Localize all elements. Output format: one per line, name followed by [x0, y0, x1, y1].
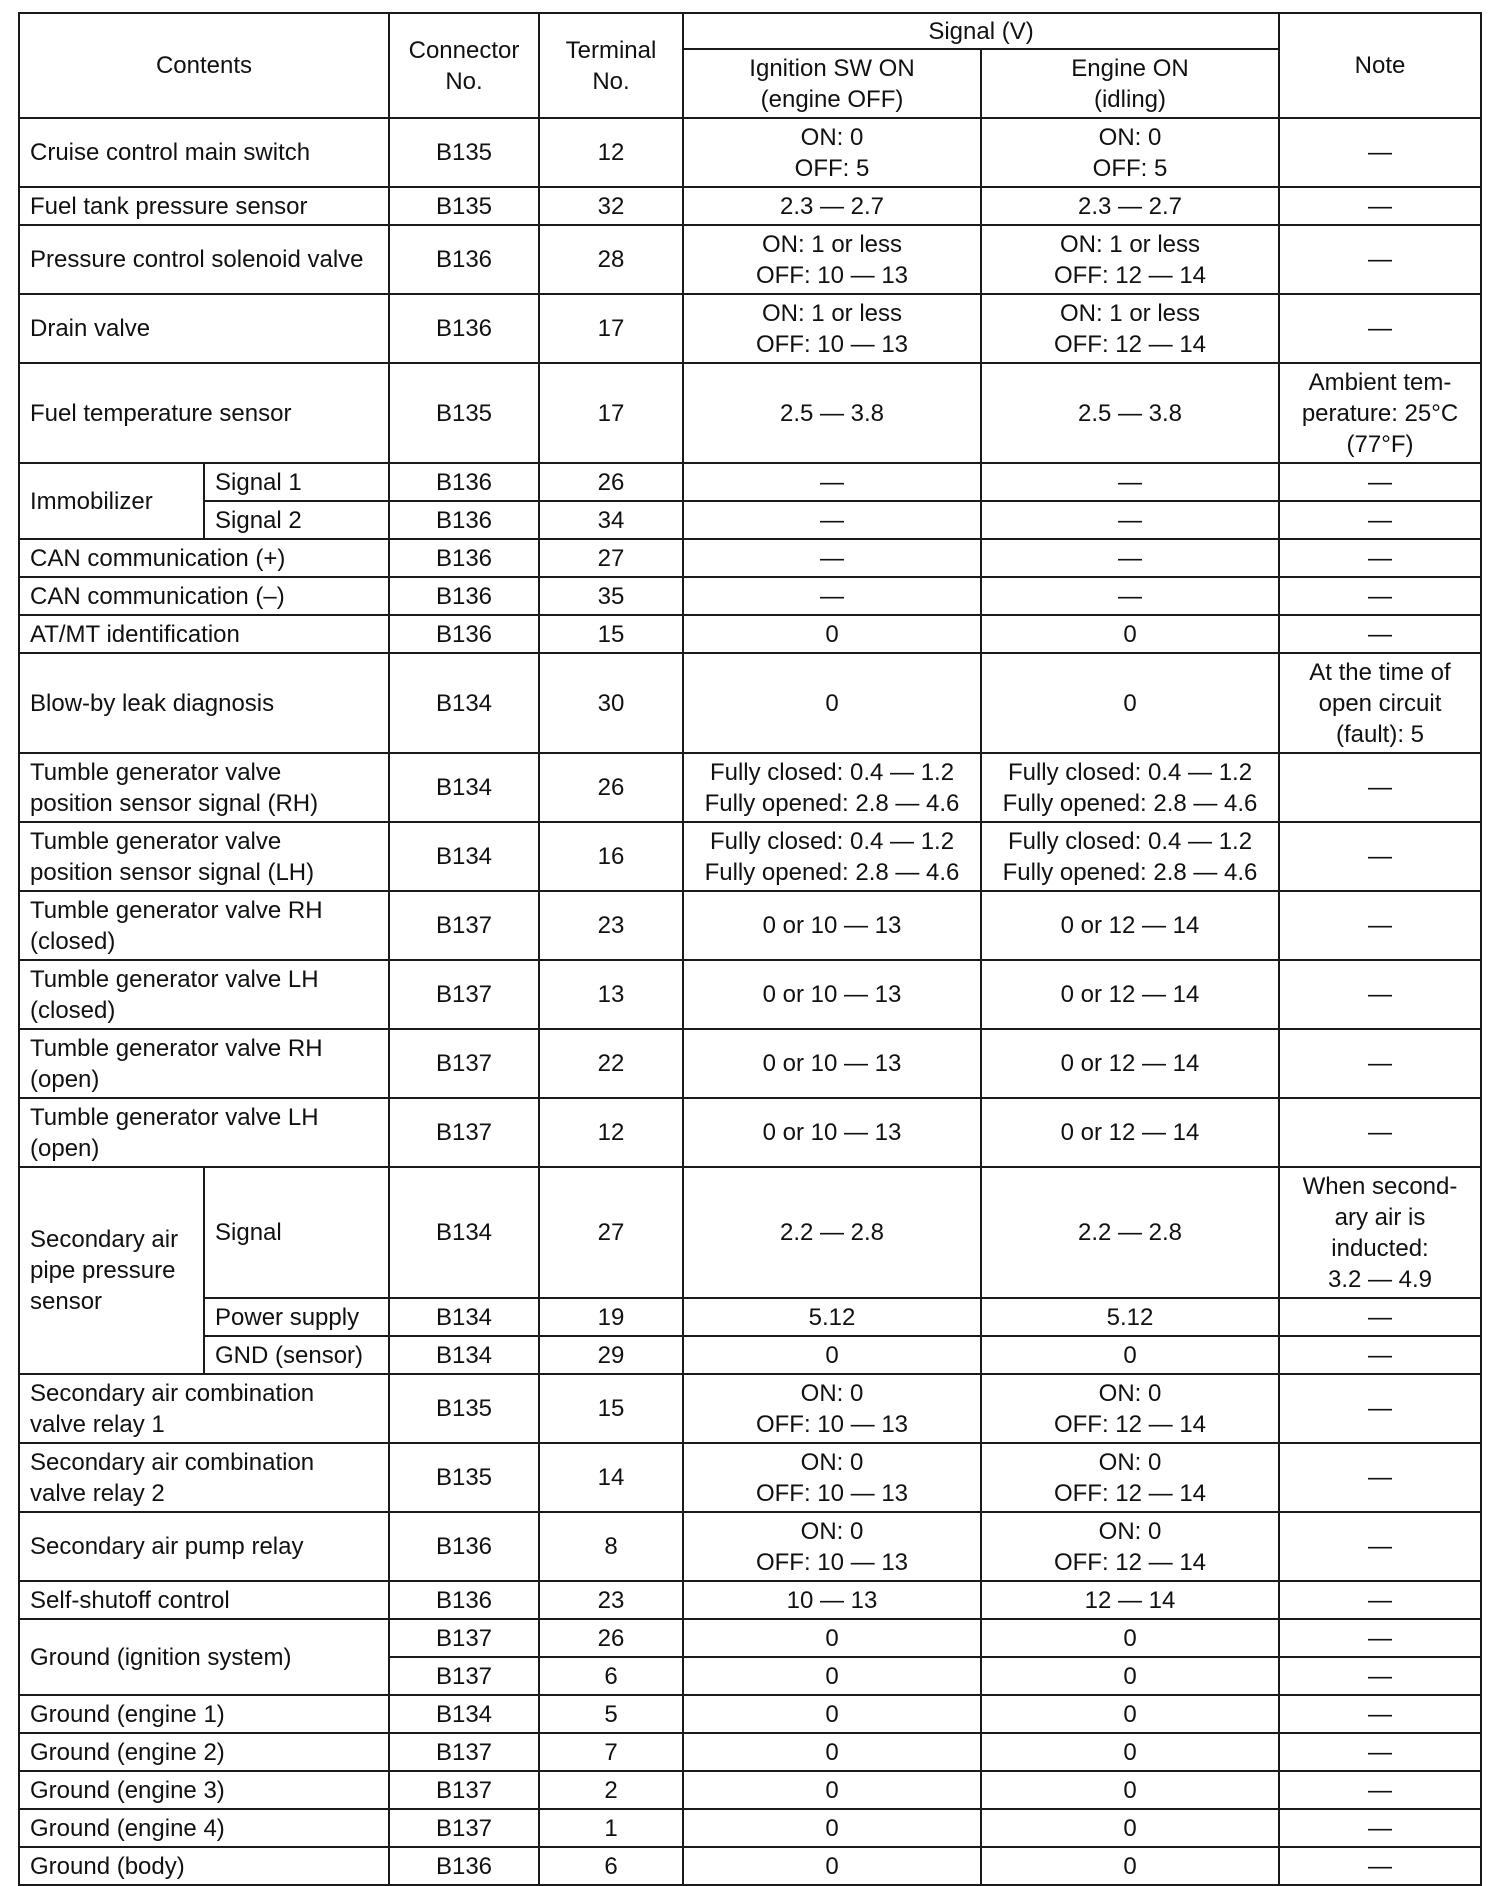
terminal-cell: 6	[539, 1657, 683, 1695]
group-label-immobilizer: Immobilizer	[19, 463, 204, 539]
ignition-signal-cell: ON: 1 or less OFF: 10 — 13	[683, 294, 981, 363]
row-label: Ground (engine 2)	[19, 1733, 389, 1771]
connector-cell: B136	[389, 501, 539, 539]
table-row	[19, 1374, 1481, 1443]
ignition-signal-cell: 0	[683, 653, 981, 753]
connector-cell: B137	[389, 960, 539, 1029]
note-cell: —	[1279, 118, 1481, 187]
terminal-cell: 23	[539, 1581, 683, 1619]
terminal-cell: 28	[539, 225, 683, 294]
connector-cell: B136	[389, 1581, 539, 1619]
terminal-cell: 12	[539, 118, 683, 187]
engine-signal-cell: 0	[981, 1809, 1279, 1847]
note-cell: —	[1279, 1029, 1481, 1098]
table-row	[19, 1695, 1481, 1733]
connector-cell: B134	[389, 653, 539, 753]
table-row	[19, 1336, 1481, 1374]
terminal-cell: 19	[539, 1298, 683, 1336]
connector-cell: B136	[389, 1847, 539, 1885]
note-cell: —	[1279, 822, 1481, 891]
connector-cell: B134	[389, 1695, 539, 1733]
row-label: Tumble generator valve RH (closed)	[19, 891, 389, 960]
terminal-cell: 22	[539, 1029, 683, 1098]
terminal-cell: 15	[539, 1374, 683, 1443]
row-label: Fuel temperature sensor	[19, 363, 389, 463]
row-label: Tumble generator valve LH (closed)	[19, 960, 389, 1029]
note-cell: At the time of open circuit (fault): 5	[1279, 653, 1481, 753]
ignition-signal-cell: ON: 0 OFF: 10 — 13	[683, 1512, 981, 1581]
engine-signal-cell: 0	[981, 1336, 1279, 1374]
note-cell: Ambient tem- perature: 25°C (77°F)	[1279, 363, 1481, 463]
terminal-cell: 23	[539, 891, 683, 960]
ignition-signal-cell: ON: 0 OFF: 10 — 13	[683, 1443, 981, 1512]
row-label: Fuel tank pressure sensor	[19, 187, 389, 225]
connector-cell: B137	[389, 1619, 539, 1657]
engine-signal-cell: Fully closed: 0.4 — 1.2 Fully opened: 2.8 — 4.6	[981, 822, 1279, 891]
connector-cell: B136	[389, 577, 539, 615]
terminal-cell: 1	[539, 1809, 683, 1847]
engine-signal-cell: 0	[981, 1733, 1279, 1771]
ecm-terminal-signal-table	[18, 12, 1482, 1886]
connector-cell: B134	[389, 1336, 539, 1374]
terminal-cell: 17	[539, 294, 683, 363]
ignition-signal-cell: Fully closed: 0.4 — 1.2 Fully opened: 2.8 — 4.6	[683, 753, 981, 822]
row-label: Ground (body)	[19, 1847, 389, 1885]
row-label: Pressure control solenoid valve	[19, 225, 389, 294]
terminal-cell: 26	[539, 463, 683, 501]
ignition-signal-cell: 2.3 — 2.7	[683, 187, 981, 225]
ignition-signal-cell: 0	[683, 1809, 981, 1847]
connector-cell: B136	[389, 615, 539, 653]
row-label: Ground (ignition system)	[19, 1619, 389, 1695]
table-row	[19, 891, 1481, 960]
ignition-signal-cell: 0	[683, 1771, 981, 1809]
terminal-cell: 29	[539, 1336, 683, 1374]
terminal-cell: 5	[539, 1695, 683, 1733]
table-row	[19, 1809, 1481, 1847]
note-cell: —	[1279, 463, 1481, 501]
table-row	[19, 1298, 1481, 1336]
ignition-signal-cell: 2.2 — 2.8	[683, 1167, 981, 1298]
row-label: Drain valve	[19, 294, 389, 363]
engine-signal-cell: ON: 0 OFF: 12 — 14	[981, 1374, 1279, 1443]
header-note: Note	[1279, 13, 1481, 118]
row-label: Self-shutoff control	[19, 1581, 389, 1619]
connector-cell: B134	[389, 1298, 539, 1336]
ignition-signal-cell: —	[683, 577, 981, 615]
row-label: Ground (engine 1)	[19, 1695, 389, 1733]
ignition-signal-cell: 0	[683, 1619, 981, 1657]
ignition-signal-cell: 0	[683, 1695, 981, 1733]
ignition-signal-cell: ON: 0 OFF: 10 — 13	[683, 1374, 981, 1443]
table-row	[19, 1619, 1481, 1657]
terminal-cell: 13	[539, 960, 683, 1029]
engine-signal-cell: 0 or 12 — 14	[981, 891, 1279, 960]
engine-signal-cell: 0	[981, 615, 1279, 653]
terminal-cell: 15	[539, 615, 683, 653]
terminal-cell: 35	[539, 577, 683, 615]
engine-signal-cell: 0	[981, 653, 1279, 753]
connector-cell: B136	[389, 539, 539, 577]
table-row	[19, 463, 1481, 501]
terminal-cell: 12	[539, 1098, 683, 1167]
sub-label: Power supply	[204, 1298, 389, 1336]
ignition-signal-cell: 0	[683, 615, 981, 653]
connector-cell: B136	[389, 463, 539, 501]
engine-signal-cell: 0	[981, 1619, 1279, 1657]
sub-label: Signal 1	[204, 463, 389, 501]
note-cell: —	[1279, 1336, 1481, 1374]
ignition-signal-cell: 0 or 10 — 13	[683, 1098, 981, 1167]
row-label: Secondary air combination valve relay 2	[19, 1443, 389, 1512]
connector-cell: B136	[389, 1512, 539, 1581]
note-cell: —	[1279, 1695, 1481, 1733]
terminal-cell: 32	[539, 187, 683, 225]
connector-cell: B137	[389, 891, 539, 960]
group-label-secondary-air-pipe-pressure-sensor: Secondary air pipe pressure sensor	[19, 1167, 204, 1374]
row-label: CAN communication (–)	[19, 577, 389, 615]
ignition-signal-cell: 0 or 10 — 13	[683, 960, 981, 1029]
engine-signal-cell: 2.2 — 2.8	[981, 1167, 1279, 1298]
engine-signal-cell: 5.12	[981, 1298, 1279, 1336]
table-row	[19, 753, 1481, 822]
engine-signal-cell: 0 or 12 — 14	[981, 1098, 1279, 1167]
table-row	[19, 501, 1481, 539]
row-label: Tumble generator valve position sensor signal (RH)	[19, 753, 389, 822]
engine-signal-cell: —	[981, 539, 1279, 577]
ignition-signal-cell: 0	[683, 1336, 981, 1374]
note-cell: —	[1279, 1657, 1481, 1695]
note-cell: —	[1279, 1443, 1481, 1512]
table-row	[19, 615, 1481, 653]
note-cell: —	[1279, 1619, 1481, 1657]
table-row	[19, 1512, 1481, 1581]
engine-signal-cell: —	[981, 501, 1279, 539]
connector-cell: B137	[389, 1809, 539, 1847]
terminal-cell: 16	[539, 822, 683, 891]
table-row	[19, 1847, 1481, 1885]
ignition-signal-cell: 5.12	[683, 1298, 981, 1336]
ignition-signal-cell: 10 — 13	[683, 1581, 981, 1619]
header-engine-on: Engine ON (idling)	[981, 49, 1279, 118]
connector-cell: B134	[389, 753, 539, 822]
engine-signal-cell: 0 or 12 — 14	[981, 960, 1279, 1029]
header-connector-no: Connector No.	[389, 13, 539, 118]
row-label: Ground (engine 4)	[19, 1809, 389, 1847]
engine-signal-cell: —	[981, 463, 1279, 501]
note-cell: —	[1279, 501, 1481, 539]
ignition-signal-cell: ON: 0 OFF: 5	[683, 118, 981, 187]
terminal-cell: 17	[539, 363, 683, 463]
row-label: Blow-by leak diagnosis	[19, 653, 389, 753]
row-label: Secondary air combination valve relay 1	[19, 1374, 389, 1443]
ignition-signal-cell: 2.5 — 3.8	[683, 363, 981, 463]
terminal-cell: 30	[539, 653, 683, 753]
note-cell: —	[1279, 1771, 1481, 1809]
engine-signal-cell: 0	[981, 1771, 1279, 1809]
header-signal: Signal (V)	[683, 13, 1279, 49]
row-label: Cruise control main switch	[19, 118, 389, 187]
note-cell: —	[1279, 1809, 1481, 1847]
header-ignition-sw-on: Ignition SW ON (engine OFF)	[683, 49, 981, 118]
note-cell: —	[1279, 577, 1481, 615]
table-row	[19, 118, 1481, 187]
terminal-cell: 34	[539, 501, 683, 539]
row-label: Tumble generator valve LH (open)	[19, 1098, 389, 1167]
engine-signal-cell: ON: 0 OFF: 5	[981, 118, 1279, 187]
terminal-cell: 2	[539, 1771, 683, 1809]
note-cell: —	[1279, 753, 1481, 822]
table-row	[19, 187, 1481, 225]
terminal-cell: 7	[539, 1733, 683, 1771]
table-row	[19, 1733, 1481, 1771]
table-row	[19, 1098, 1481, 1167]
note-cell: —	[1279, 615, 1481, 653]
connector-cell: B134	[389, 822, 539, 891]
table-row	[19, 1443, 1481, 1512]
note-cell: —	[1279, 1512, 1481, 1581]
connector-cell: B137	[389, 1771, 539, 1809]
connector-cell: B136	[389, 294, 539, 363]
sub-label: GND (sensor)	[204, 1336, 389, 1374]
table-row	[19, 294, 1481, 363]
engine-signal-cell: ON: 1 or less OFF: 12 — 14	[981, 294, 1279, 363]
note-cell: When second- ary air is inducted: 3.2 — 4.9	[1279, 1167, 1481, 1298]
engine-signal-cell: 0	[981, 1657, 1279, 1695]
note-cell: —	[1279, 187, 1481, 225]
engine-signal-cell: —	[981, 577, 1279, 615]
terminal-cell: 26	[539, 1619, 683, 1657]
connector-cell: B137	[389, 1029, 539, 1098]
connector-cell: B136	[389, 225, 539, 294]
note-cell: —	[1279, 1733, 1481, 1771]
engine-signal-cell: 12 — 14	[981, 1581, 1279, 1619]
note-cell: —	[1279, 1374, 1481, 1443]
engine-signal-cell: 0	[981, 1847, 1279, 1885]
note-cell: —	[1279, 1298, 1481, 1336]
row-label: Ground (engine 3)	[19, 1771, 389, 1809]
ignition-signal-cell: Fully closed: 0.4 — 1.2 Fully opened: 2.8 — 4.6	[683, 822, 981, 891]
header-contents: Contents	[19, 13, 389, 118]
note-cell: —	[1279, 1847, 1481, 1885]
connector-cell: B137	[389, 1098, 539, 1167]
ignition-signal-cell: 0	[683, 1733, 981, 1771]
note-cell: —	[1279, 225, 1481, 294]
connector-cell: B134	[389, 1167, 539, 1298]
table-row	[19, 960, 1481, 1029]
row-label: AT/MT identification	[19, 615, 389, 653]
note-cell: —	[1279, 891, 1481, 960]
row-label: Tumble generator valve position sensor signal (LH)	[19, 822, 389, 891]
engine-signal-cell: ON: 1 or less OFF: 12 — 14	[981, 225, 1279, 294]
table-row	[19, 1029, 1481, 1098]
table-row	[19, 1771, 1481, 1809]
terminal-cell: 26	[539, 753, 683, 822]
connector-cell: B135	[389, 1374, 539, 1443]
table-row	[19, 1581, 1481, 1619]
connector-cell: B137	[389, 1733, 539, 1771]
engine-signal-cell: ON: 0 OFF: 12 — 14	[981, 1443, 1279, 1512]
engine-signal-cell: 0	[981, 1695, 1279, 1733]
note-cell: —	[1279, 1581, 1481, 1619]
ignition-signal-cell: ON: 1 or less OFF: 10 — 13	[683, 225, 981, 294]
table-row	[19, 653, 1481, 753]
terminal-cell: 27	[539, 539, 683, 577]
table-row	[19, 539, 1481, 577]
terminal-cell: 8	[539, 1512, 683, 1581]
engine-signal-cell: Fully closed: 0.4 — 1.2 Fully opened: 2.8 — 4.6	[981, 753, 1279, 822]
engine-signal-cell: 2.5 — 3.8	[981, 363, 1279, 463]
table-row	[19, 1167, 1481, 1298]
ignition-signal-cell: —	[683, 539, 981, 577]
terminal-cell: 14	[539, 1443, 683, 1512]
terminal-cell: 6	[539, 1847, 683, 1885]
note-cell: —	[1279, 1098, 1481, 1167]
connector-cell: B135	[389, 187, 539, 225]
engine-signal-cell: ON: 0 OFF: 12 — 14	[981, 1512, 1279, 1581]
ignition-signal-cell: —	[683, 463, 981, 501]
ignition-signal-cell: —	[683, 501, 981, 539]
header-terminal-no: Terminal No.	[539, 13, 683, 118]
note-cell: —	[1279, 960, 1481, 1029]
note-cell: —	[1279, 294, 1481, 363]
signal-spec-sheet	[18, 12, 1480, 1886]
sub-label: Signal	[204, 1167, 389, 1298]
terminal-cell: 27	[539, 1167, 683, 1298]
ignition-signal-cell: 0	[683, 1657, 981, 1695]
connector-cell: B135	[389, 1443, 539, 1512]
ignition-signal-cell: 0 or 10 — 13	[683, 891, 981, 960]
table-row	[19, 577, 1481, 615]
ignition-signal-cell: 0 or 10 — 13	[683, 1029, 981, 1098]
engine-signal-cell: 2.3 — 2.7	[981, 187, 1279, 225]
table-row	[19, 822, 1481, 891]
row-label: CAN communication (+)	[19, 539, 389, 577]
connector-cell: B135	[389, 118, 539, 187]
table-row	[19, 363, 1481, 463]
sub-label: Signal 2	[204, 501, 389, 539]
table-row	[19, 225, 1481, 294]
connector-cell: B137	[389, 1657, 539, 1695]
row-label: Secondary air pump relay	[19, 1512, 389, 1581]
ignition-signal-cell: 0	[683, 1847, 981, 1885]
note-cell: —	[1279, 539, 1481, 577]
engine-signal-cell: 0 or 12 — 14	[981, 1029, 1279, 1098]
row-label: Tumble generator valve RH (open)	[19, 1029, 389, 1098]
connector-cell: B135	[389, 363, 539, 463]
